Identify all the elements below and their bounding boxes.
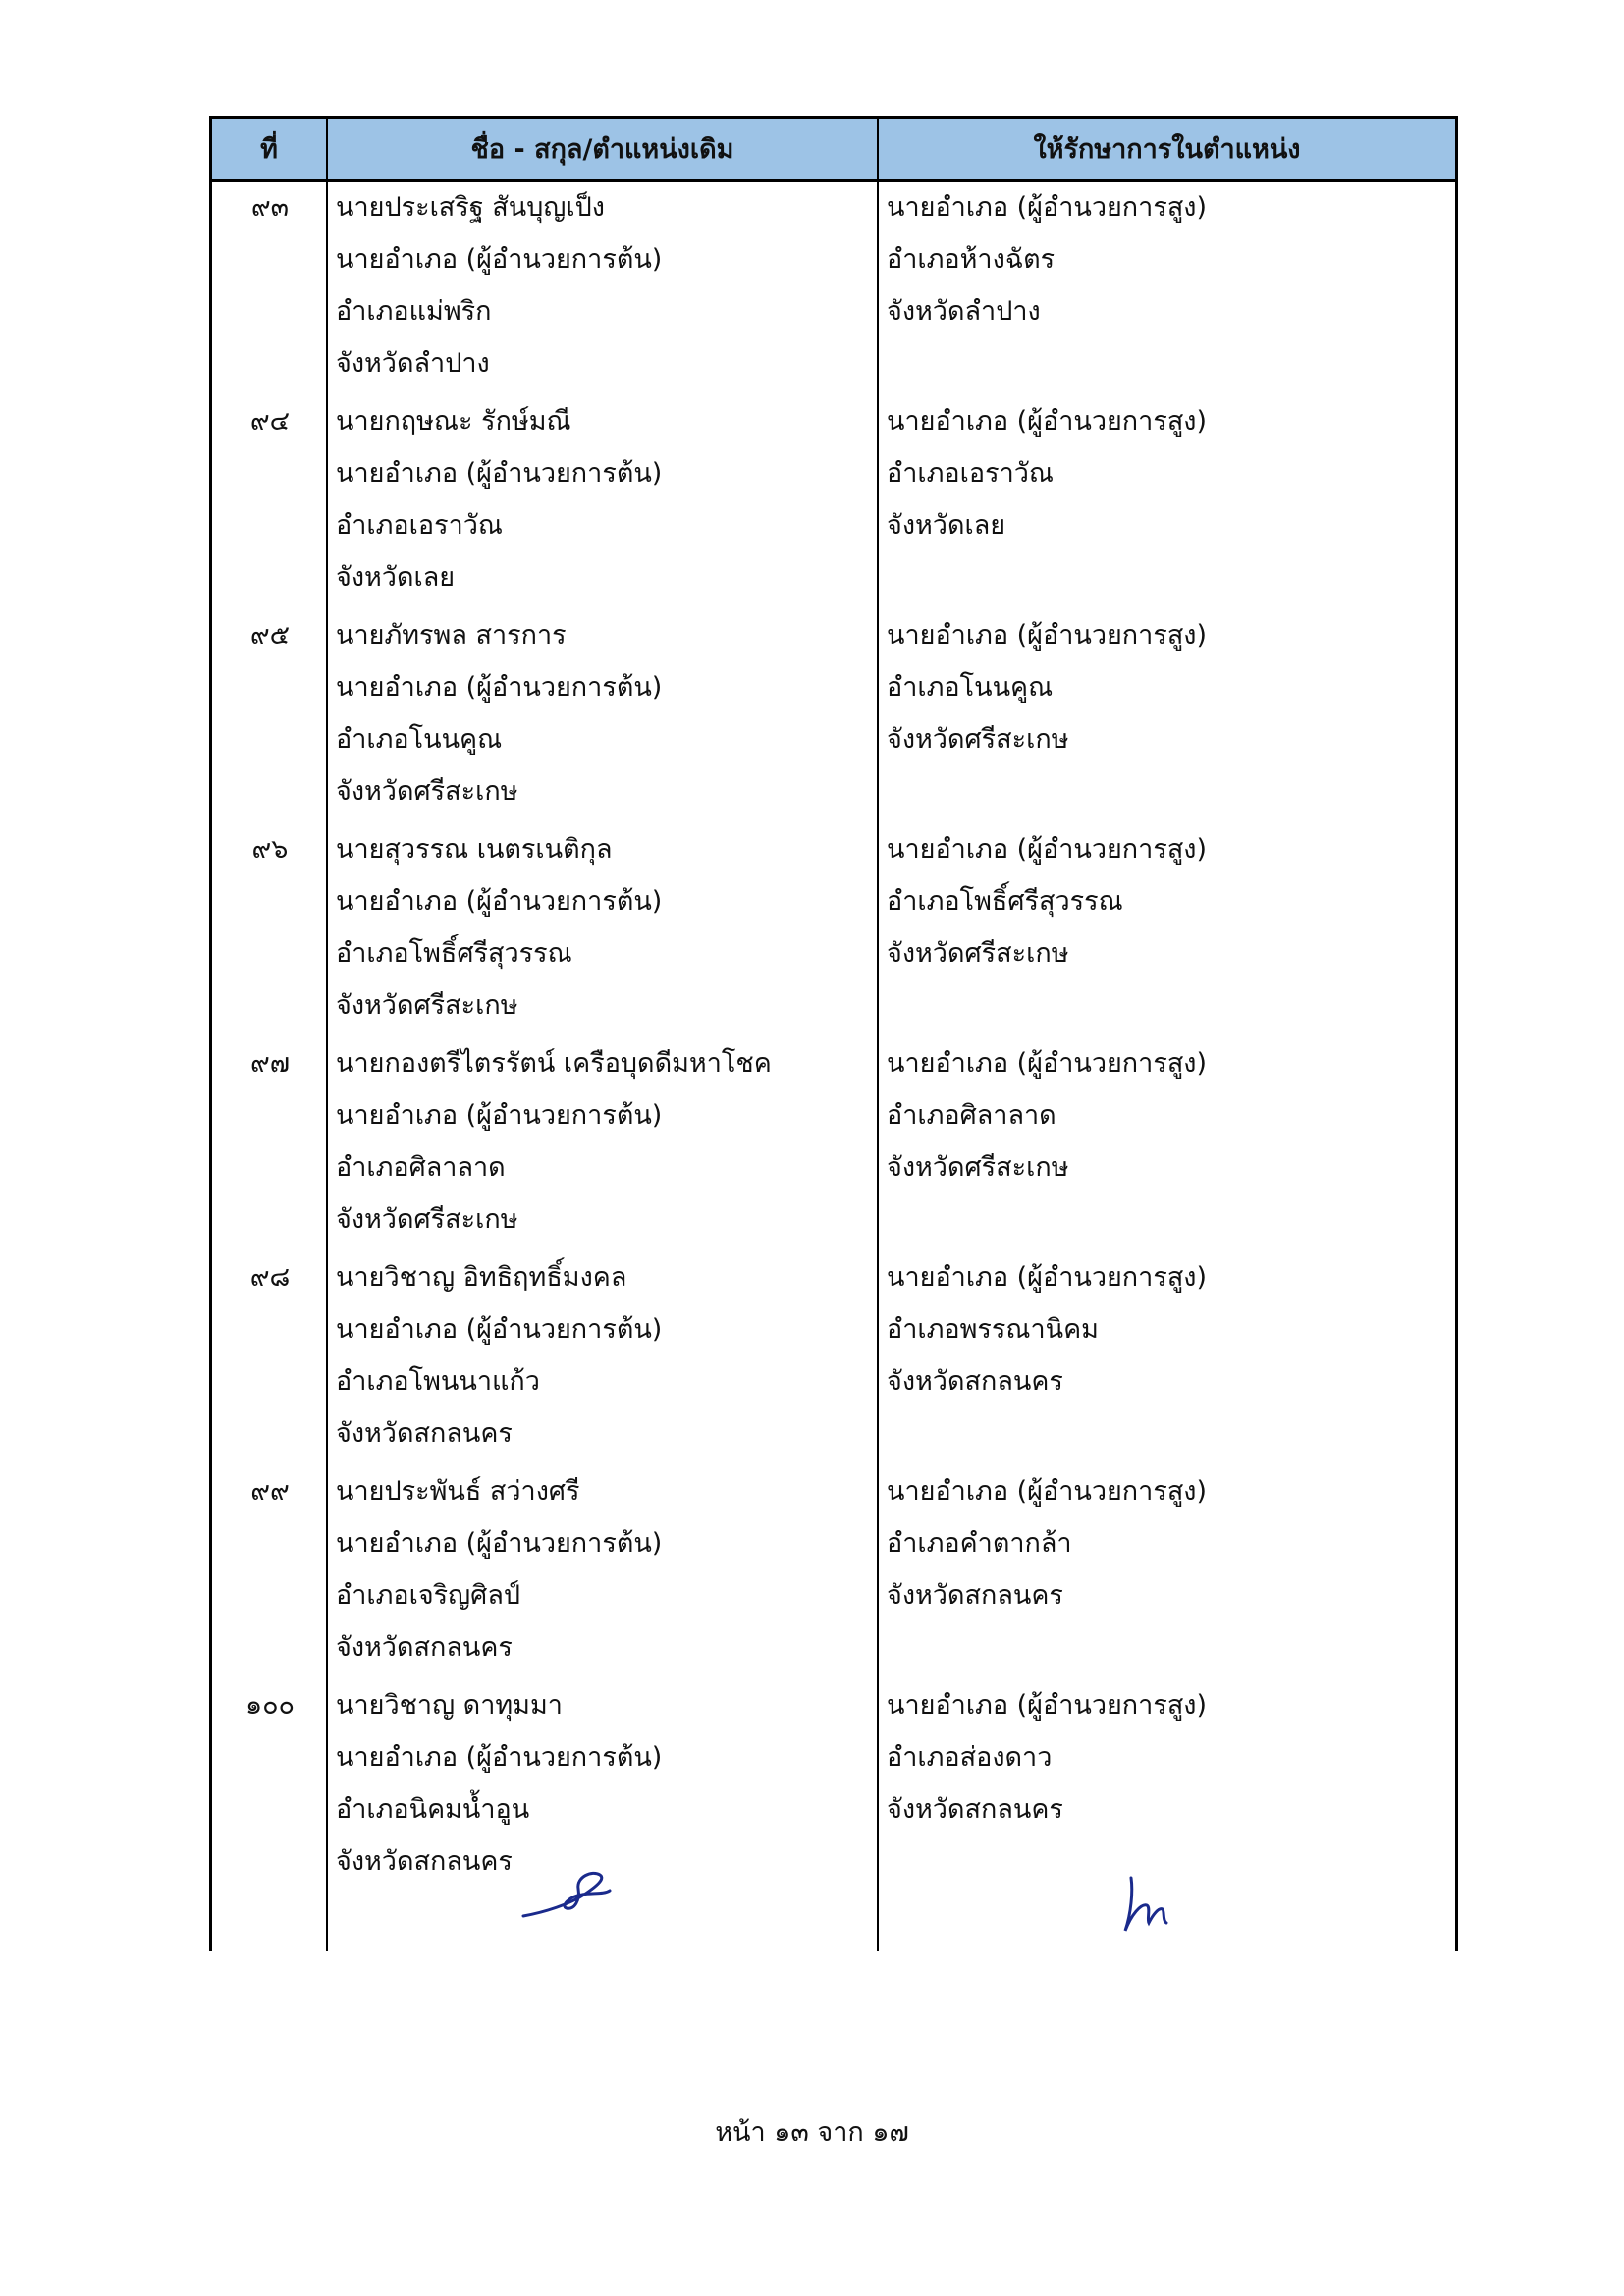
former-position-line: นายอำเภอ (ผู้อำนวยการต้น) (336, 1314, 663, 1345)
former-position-line: จังหวัดศรีสะเกษ (336, 776, 518, 807)
former-position-line: จังหวัดสกลนคร (336, 1418, 513, 1449)
former-position-line: จังหวัดลำปาง (336, 348, 490, 379)
former-position-line: นายอำเภอ (ผู้อำนวยการต้น) (336, 672, 663, 703)
header-no: ที่ (212, 119, 328, 179)
acting-position-line: อำเภอห้างฉัตร (887, 244, 1056, 275)
acting-position-line: จังหวัดศรีสะเกษ (887, 724, 1069, 755)
former-position-line: จังหวัดศรีสะเกษ (336, 990, 518, 1021)
former-position-line: นายวิชาญ ดาทุมมา (336, 1690, 563, 1721)
former-position-line: นายอำเภอ (ผู้อำนวยการต้น) (336, 886, 663, 917)
former-position-line: นายประพันธ์ สว่างศรี (336, 1476, 580, 1507)
table-body (212, 182, 1455, 1894)
acting-position-line: อำเภอส่องดาว (887, 1742, 1053, 1773)
acting-position-line: นายอำเภอ (ผู้อำนวยการสูง) (887, 1262, 1208, 1293)
row-number: ๙๘ (249, 1262, 291, 1293)
table-row (212, 1680, 1455, 1894)
former-position-line: อำเภอศิลาลาด (336, 1152, 506, 1183)
acting-position-line: นายอำเภอ (ผู้อำนวยการสูง) (887, 1690, 1208, 1721)
table-row (212, 182, 1455, 396)
table-row (212, 1038, 1455, 1252)
table-row (212, 1466, 1455, 1680)
page-number: หน้า ๑๓ จาก ๑๗ (715, 2117, 909, 2148)
acting-position-line: จังหวัดลำปาง (887, 296, 1041, 327)
former-position-line: อำเภอแม่พริก (336, 296, 492, 327)
appointment-table (209, 116, 1458, 1951)
acting-position-line: นายอำเภอ (ผู้อำนวยการสูง) (887, 1476, 1208, 1507)
acting-position-line: นายอำเภอ (ผู้อำนวยการสูง) (887, 620, 1208, 651)
acting-position-line: อำเภอเอราวัณ (887, 458, 1054, 489)
acting-position-line: อำเภอโพธิ์ศรีสุวรรณ (887, 886, 1123, 917)
acting-position-line: จังหวัดสกลนคร (887, 1794, 1063, 1825)
row-number: ๙๙ (250, 1476, 290, 1507)
table-row (212, 824, 1455, 1038)
row-number: ๙๓ (250, 192, 290, 223)
row-number: ๙๗ (249, 1048, 291, 1079)
former-position-line: นายสุวรรณ เนตรเนติกุล (336, 834, 613, 865)
former-position-line: นายอำเภอ (ผู้อำนวยการต้น) (336, 1528, 663, 1559)
acting-position-line: นายอำเภอ (ผู้อำนวยการสูง) (887, 406, 1208, 437)
header-name: ชื่อ - สกุล/ตำแหน่งเดิม (328, 119, 879, 179)
former-position-line: จังหวัดเลย (336, 562, 456, 593)
acting-position-line: จังหวัดสกลนคร (887, 1580, 1063, 1611)
former-position-line: นายภัทรพล สารการ (336, 620, 567, 651)
former-position-line: จังหวัดสกลนคร (336, 1632, 513, 1663)
row-number: ๙๔ (249, 406, 291, 437)
former-position-line: นายอำเภอ (ผู้อำนวยการต้น) (336, 458, 663, 489)
former-position-line: อำเภอโพธิ์ศรีสุวรรณ (336, 938, 572, 969)
former-position-line: นายอำเภอ (ผู้อำนวยการต้น) (336, 244, 663, 275)
former-position-line: อำเภอเจริญศิลป์ (336, 1580, 520, 1611)
former-position-line: นายประเสริฐ สันบุญเป็ง (336, 192, 605, 223)
acting-position-line: อำเภอพรรณานิคม (887, 1314, 1099, 1345)
former-position-line: นายกฤษณะ รักษ์มณี (336, 406, 571, 437)
signature-right (1119, 1870, 1178, 1939)
signature-left (515, 1865, 614, 1924)
table-row (212, 1252, 1455, 1466)
former-position-line: อำเภอเอราวัณ (336, 510, 503, 541)
table-header (212, 119, 1455, 182)
acting-position-line: นายอำเภอ (ผู้อำนวยการสูง) (887, 192, 1208, 223)
acting-position-line: อำเภอศิลาลาด (887, 1100, 1056, 1131)
former-position-line: นายกองตรีไตรรัตน์ เครือบุดดีมหาโชค (336, 1048, 772, 1079)
row-number: ๑๐๐ (244, 1690, 296, 1721)
acting-position-line: นายอำเภอ (ผู้อำนวยการสูง) (887, 1048, 1208, 1079)
table-row (212, 396, 1455, 610)
table-row (212, 610, 1455, 824)
acting-position-line: จังหวัดศรีสะเกษ (887, 1152, 1069, 1183)
acting-position-line: นายอำเภอ (ผู้อำนวยการสูง) (887, 834, 1208, 865)
former-position-line: อำเภอนิคมน้ำอูน (336, 1794, 530, 1825)
header-position: ให้รักษาการในตำแหน่ง (1033, 134, 1301, 165)
row-number: ๙๕ (249, 620, 291, 651)
acting-position-line: จังหวัดศรีสะเกษ (887, 938, 1069, 969)
former-position-line: จังหวัดสกลนคร (336, 1846, 513, 1877)
former-position-line: อำเภอโนนคูณ (336, 724, 503, 755)
acting-position-line: จังหวัดสกลนคร (887, 1366, 1063, 1397)
former-position-line: นายอำเภอ (ผู้อำนวยการต้น) (336, 1100, 663, 1131)
former-position-line: อำเภอโพนนาแก้ว (336, 1366, 540, 1397)
former-position-line: นายวิชาญ อิทธิฤทธิ์มงคล (336, 1262, 627, 1293)
row-number: ๙๖ (251, 834, 289, 865)
former-position-line: จังหวัดศรีสะเกษ (336, 1204, 518, 1235)
acting-position-line: จังหวัดเลย (887, 510, 1006, 541)
acting-position-line: อำเภอโนนคูณ (887, 672, 1054, 703)
former-position-line: นายอำเภอ (ผู้อำนวยการต้น) (336, 1742, 663, 1773)
acting-position-line: อำเภอคำตากล้า (887, 1528, 1072, 1559)
